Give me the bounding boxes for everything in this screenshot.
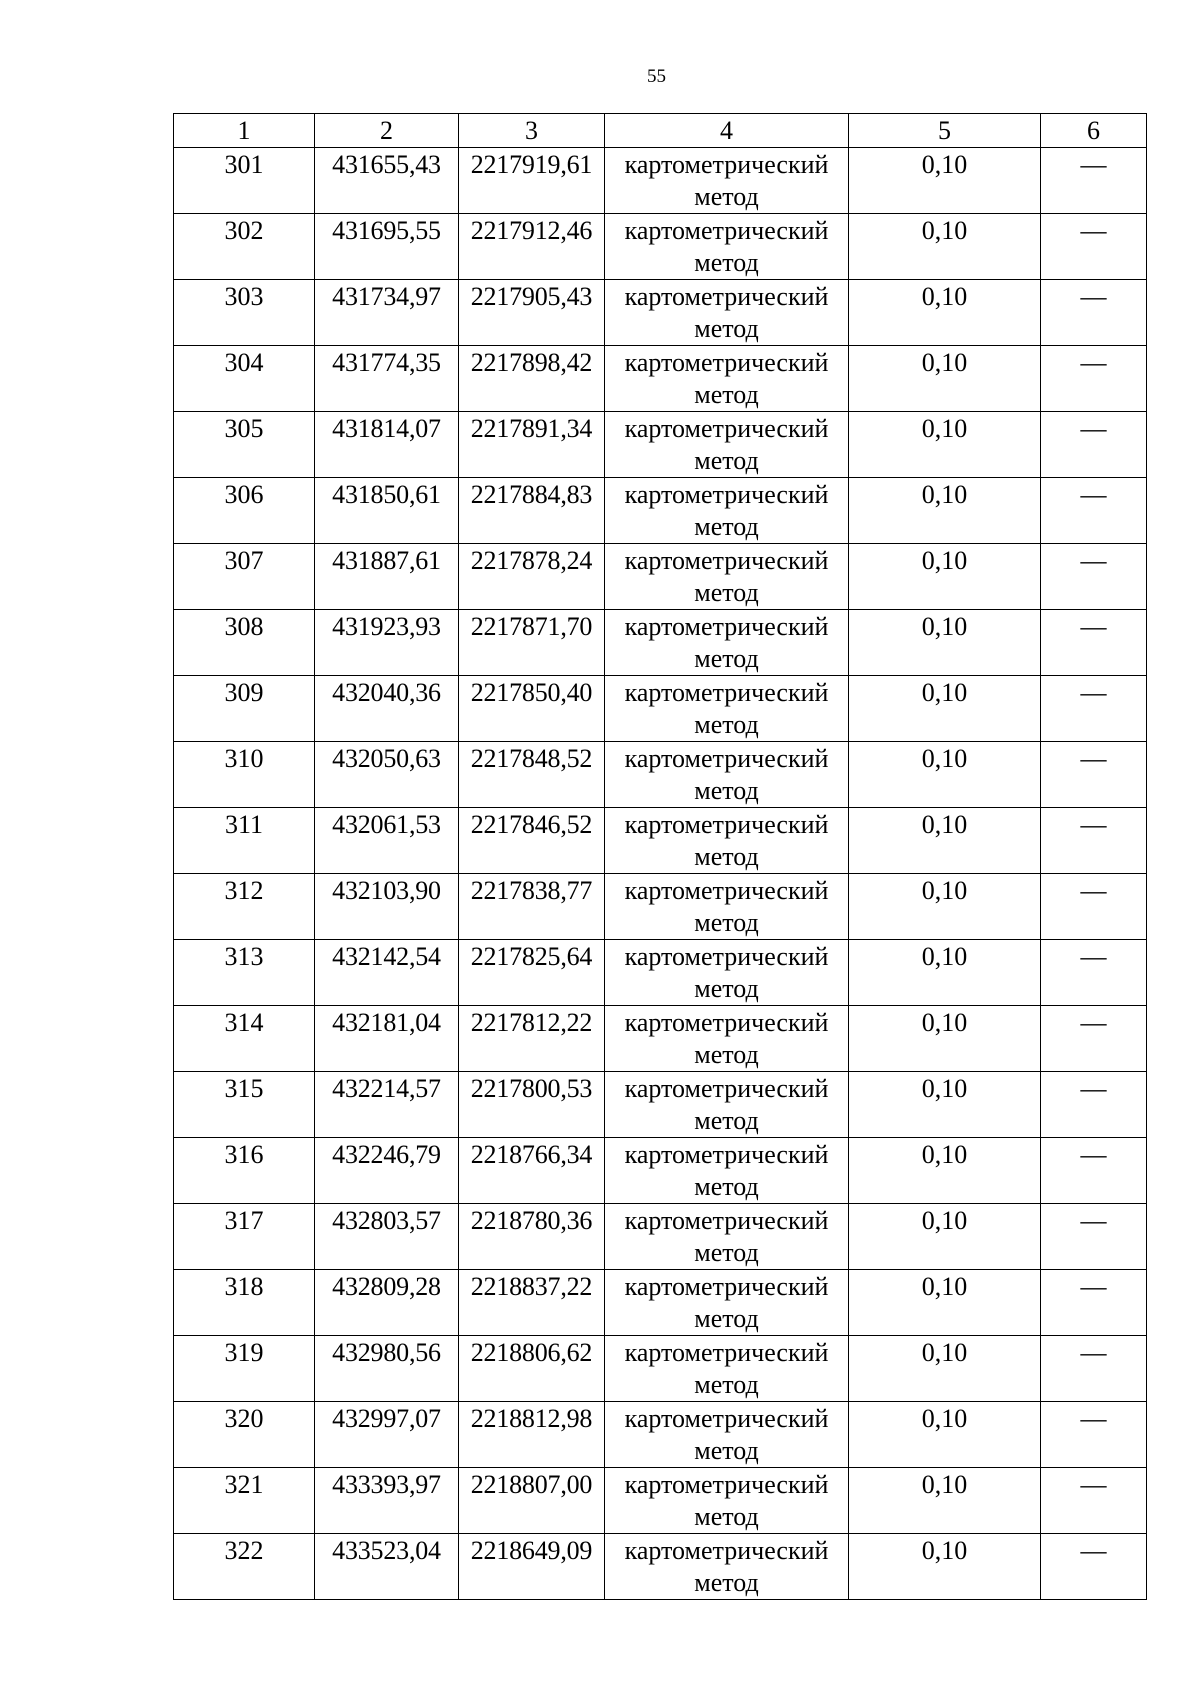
table-cell-col-2: 433393,97 xyxy=(315,1468,459,1534)
header-col-1: 1 xyxy=(174,114,315,148)
table-row xyxy=(174,1072,1147,1138)
table-cell-col-2: 431814,07 xyxy=(315,412,459,478)
table-cell-col-4: картометрический метод xyxy=(605,1336,849,1402)
table-cell-col-3: 2218766,34 xyxy=(459,1138,605,1204)
table-cell-col-1: 316 xyxy=(174,1138,315,1204)
table-cell-col-3: 2217848,52 xyxy=(459,742,605,808)
table-cell-col-1: 318 xyxy=(174,1270,315,1336)
table-cell-col-5: 0,10 xyxy=(849,346,1041,412)
table-cell-col-3: 2217891,34 xyxy=(459,412,605,478)
table-row xyxy=(174,742,1147,808)
table-cell-col-6: — xyxy=(1041,346,1147,412)
table-cell-col-5: 0,10 xyxy=(849,214,1041,280)
table-cell-col-3: 2217825,64 xyxy=(459,940,605,1006)
table-cell-col-6: — xyxy=(1041,1402,1147,1468)
table-cell-col-6: — xyxy=(1041,676,1147,742)
page-number: 55 xyxy=(647,66,666,87)
table-cell-col-2: 431734,97 xyxy=(315,280,459,346)
table-cell-col-6: — xyxy=(1041,742,1147,808)
table-cell-col-6: — xyxy=(1041,1006,1147,1072)
table-cell-col-2: 432040,36 xyxy=(315,676,459,742)
table-cell-col-2: 431887,61 xyxy=(315,544,459,610)
table-row xyxy=(174,148,1147,214)
table-cell-col-6: — xyxy=(1041,1270,1147,1336)
table-cell-col-3: 2218806,62 xyxy=(459,1336,605,1402)
table-cell-col-6: — xyxy=(1041,1336,1147,1402)
table-cell-col-5: 0,10 xyxy=(849,1468,1041,1534)
table-row xyxy=(174,1336,1147,1402)
table-cell-col-5: 0,10 xyxy=(849,808,1041,874)
table-row xyxy=(174,808,1147,874)
table-cell-col-4: картометрический метод xyxy=(605,1204,849,1270)
table-cell-col-4: картометрический метод xyxy=(605,1270,849,1336)
table-cell-col-3: 2217850,40 xyxy=(459,676,605,742)
table-cell-col-6: — xyxy=(1041,478,1147,544)
table-cell-col-2: 431850,61 xyxy=(315,478,459,544)
table-cell-col-4: картометрический метод xyxy=(605,214,849,280)
table-cell-col-5: 0,10 xyxy=(849,1072,1041,1138)
table-cell-col-2: 432061,53 xyxy=(315,808,459,874)
table-cell-col-4: картометрический метод xyxy=(605,808,849,874)
table-cell-col-5: 0,10 xyxy=(849,478,1041,544)
table-cell-col-6: — xyxy=(1041,940,1147,1006)
table-cell-col-1: 307 xyxy=(174,544,315,610)
table-cell-col-1: 306 xyxy=(174,478,315,544)
coordinates-table xyxy=(173,113,1147,1600)
table-cell-col-6: — xyxy=(1041,544,1147,610)
table-cell-col-5: 0,10 xyxy=(849,1204,1041,1270)
header-col-3: 3 xyxy=(459,114,605,148)
table-cell-col-6: — xyxy=(1041,214,1147,280)
table-cell-col-4: картометрический метод xyxy=(605,1138,849,1204)
table-cell-col-2: 432246,79 xyxy=(315,1138,459,1204)
table-row xyxy=(174,1468,1147,1534)
table-cell-col-2: 432803,57 xyxy=(315,1204,459,1270)
table-cell-col-6: — xyxy=(1041,874,1147,940)
table-cell-col-5: 0,10 xyxy=(849,280,1041,346)
table-cell-col-3: 2218780,36 xyxy=(459,1204,605,1270)
table-cell-col-5: 0,10 xyxy=(849,412,1041,478)
table-row xyxy=(174,874,1147,940)
table-row xyxy=(174,214,1147,280)
table-cell-col-5: 0,10 xyxy=(849,1270,1041,1336)
table-cell-col-1: 302 xyxy=(174,214,315,280)
table-cell-col-4: картометрический метод xyxy=(605,1006,849,1072)
table-cell-col-3: 2217898,42 xyxy=(459,346,605,412)
table-cell-col-6: — xyxy=(1041,1138,1147,1204)
table-cell-col-2: 431923,93 xyxy=(315,610,459,676)
table-cell-col-6: — xyxy=(1041,1204,1147,1270)
table-row xyxy=(174,1270,1147,1336)
table-body xyxy=(174,148,1147,1600)
table-cell-col-3: 2217878,24 xyxy=(459,544,605,610)
table-row xyxy=(174,346,1147,412)
table-cell-col-3: 2217884,83 xyxy=(459,478,605,544)
table-cell-col-2: 432809,28 xyxy=(315,1270,459,1336)
table-cell-col-4: картометрический метод xyxy=(605,280,849,346)
table-row xyxy=(174,1204,1147,1270)
table-cell-col-4: картометрический метод xyxy=(605,412,849,478)
table-cell-col-2: 432050,63 xyxy=(315,742,459,808)
table-cell-col-4: картометрический метод xyxy=(605,478,849,544)
table-cell-col-2: 432103,90 xyxy=(315,874,459,940)
table-cell-col-2: 432980,56 xyxy=(315,1336,459,1402)
table-cell-col-6: — xyxy=(1041,808,1147,874)
table-cell-col-3: 2218812,98 xyxy=(459,1402,605,1468)
table-cell-col-4: картометрический метод xyxy=(605,940,849,1006)
table-cell-col-5: 0,10 xyxy=(849,1336,1041,1402)
table-cell-col-5: 0,10 xyxy=(849,874,1041,940)
table-cell-col-3: 2217846,52 xyxy=(459,808,605,874)
table-cell-col-1: 310 xyxy=(174,742,315,808)
table-cell-col-5: 0,10 xyxy=(849,148,1041,214)
table-cell-col-4: картометрический метод xyxy=(605,1468,849,1534)
table-row xyxy=(174,280,1147,346)
table-cell-col-3: 2217912,46 xyxy=(459,214,605,280)
table-cell-col-5: 0,10 xyxy=(849,1534,1041,1600)
table-cell-col-4: картометрический метод xyxy=(605,544,849,610)
table-row xyxy=(174,940,1147,1006)
header-col-4: 4 xyxy=(605,114,849,148)
table-row xyxy=(174,1006,1147,1072)
table-cell-col-1: 301 xyxy=(174,148,315,214)
table-cell-col-3: 2217800,53 xyxy=(459,1072,605,1138)
table-cell-col-1: 311 xyxy=(174,808,315,874)
table-cell-col-6: — xyxy=(1041,412,1147,478)
table-cell-col-1: 314 xyxy=(174,1006,315,1072)
table-cell-col-5: 0,10 xyxy=(849,1138,1041,1204)
table-cell-col-1: 315 xyxy=(174,1072,315,1138)
table-cell-col-2: 432142,54 xyxy=(315,940,459,1006)
table-cell-col-4: картометрический метод xyxy=(605,676,849,742)
table-cell-col-3: 2218807,00 xyxy=(459,1468,605,1534)
table-cell-col-5: 0,10 xyxy=(849,544,1041,610)
table-header xyxy=(174,114,1147,148)
table-cell-col-5: 0,10 xyxy=(849,676,1041,742)
table-cell-col-5: 0,10 xyxy=(849,1006,1041,1072)
table-cell-col-5: 0,10 xyxy=(849,940,1041,1006)
table-cell-col-1: 312 xyxy=(174,874,315,940)
header-row xyxy=(174,114,1147,148)
table-cell-col-6: — xyxy=(1041,1468,1147,1534)
table-cell-col-6: — xyxy=(1041,1534,1147,1600)
table-cell-col-2: 431695,55 xyxy=(315,214,459,280)
table-cell-col-3: 2217871,70 xyxy=(459,610,605,676)
table-cell-col-1: 322 xyxy=(174,1534,315,1600)
table-cell-col-6: — xyxy=(1041,280,1147,346)
table-cell-col-3: 2217919,61 xyxy=(459,148,605,214)
table-cell-col-1: 319 xyxy=(174,1336,315,1402)
table-cell-col-4: картометрический метод xyxy=(605,1534,849,1600)
table-cell-col-6: — xyxy=(1041,148,1147,214)
table-cell-col-2: 431774,35 xyxy=(315,346,459,412)
table-cell-col-3: 2217905,43 xyxy=(459,280,605,346)
table-cell-col-4: картометрический метод xyxy=(605,742,849,808)
table-cell-col-1: 305 xyxy=(174,412,315,478)
table-cell-col-3: 2218837,22 xyxy=(459,1270,605,1336)
table-cell-col-1: 321 xyxy=(174,1468,315,1534)
table-cell-col-6: — xyxy=(1041,1072,1147,1138)
table-row xyxy=(174,412,1147,478)
table-cell-col-3: 2217812,22 xyxy=(459,1006,605,1072)
table-cell-col-1: 317 xyxy=(174,1204,315,1270)
table-cell-col-1: 303 xyxy=(174,280,315,346)
header-col-5: 5 xyxy=(849,114,1041,148)
table-row xyxy=(174,478,1147,544)
table-cell-col-1: 304 xyxy=(174,346,315,412)
table-cell-col-4: картометрический метод xyxy=(605,610,849,676)
table-cell-col-1: 309 xyxy=(174,676,315,742)
table-cell-col-1: 320 xyxy=(174,1402,315,1468)
table-cell-col-2: 431655,43 xyxy=(315,148,459,214)
table-cell-col-4: картометрический метод xyxy=(605,148,849,214)
table-row xyxy=(174,1402,1147,1468)
table-cell-col-4: картометрический метод xyxy=(605,1072,849,1138)
table-cell-col-1: 308 xyxy=(174,610,315,676)
table-cell-col-2: 432997,07 xyxy=(315,1402,459,1468)
table-cell-col-3: 2218649,09 xyxy=(459,1534,605,1600)
header-col-6: 6 xyxy=(1041,114,1147,148)
header-col-2: 2 xyxy=(315,114,459,148)
table-cell-col-5: 0,10 xyxy=(849,1402,1041,1468)
table-cell-col-4: картометрический метод xyxy=(605,874,849,940)
table-cell-col-2: 433523,04 xyxy=(315,1534,459,1600)
table-cell-col-4: картометрический метод xyxy=(605,1402,849,1468)
table-cell-col-1: 313 xyxy=(174,940,315,1006)
table-cell-col-5: 0,10 xyxy=(849,742,1041,808)
table-cell-col-5: 0,10 xyxy=(849,610,1041,676)
table-row xyxy=(174,1534,1147,1600)
table-row xyxy=(174,544,1147,610)
table-cell-col-6: — xyxy=(1041,610,1147,676)
table-row xyxy=(174,610,1147,676)
table-cell-col-2: 432214,57 xyxy=(315,1072,459,1138)
table-cell-col-2: 432181,04 xyxy=(315,1006,459,1072)
table-cell-col-3: 2217838,77 xyxy=(459,874,605,940)
table-cell-col-4: картометрический метод xyxy=(605,346,849,412)
table-row xyxy=(174,676,1147,742)
table-row xyxy=(174,1138,1147,1204)
